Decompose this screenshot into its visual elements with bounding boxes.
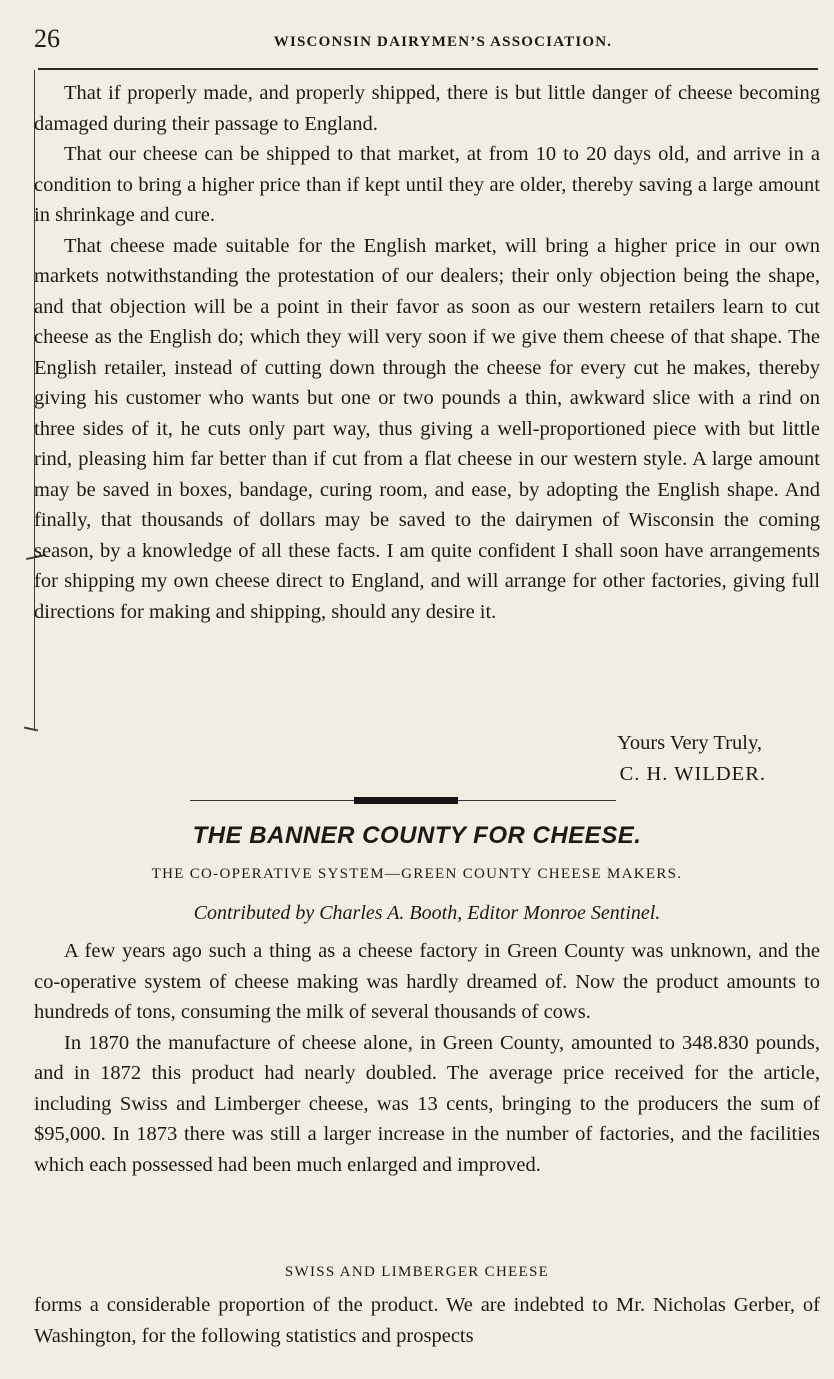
letter-paragraph: That if properly made, and properly shipped, there is but little danger of cheese becoming damaged during their passage to England.: [34, 82, 820, 135]
article-title: THE BANNER COUNTY FOR CHEESE.: [192, 822, 642, 849]
header-rule: [38, 68, 818, 70]
letter-body: [34, 78, 820, 627]
page-header: [34, 24, 812, 58]
letter-signature: C. H. WILDER.: [619, 762, 766, 785]
page-number: 26: [34, 24, 60, 53]
article-body: [34, 936, 820, 1180]
letter-closing: Yours Very Truly,: [617, 732, 762, 754]
article-byline: Contributed by Charles A. Booth, Editor Monroe Sentinel.: [193, 902, 661, 924]
article-subtitle: THE CO-OPERATIVE SYSTEM—GREEN COUNTY CHEESE MAKERS.: [151, 866, 683, 882]
running-head: WISCONSIN DAIRYMEN’S ASSOCIATION.: [273, 34, 613, 50]
article-paragraph: A few years ago such a thing as a cheese factory in Green County was unknown, and the co-operative system of cheese making was hardly dreamed of. Now the product amounts to hundreds of tons, consuming the milk of several thousands of cows.: [34, 940, 820, 1023]
section-paragraph: forms a considerable proportion of the product. We are indebted to Mr. Nicholas Gerber, of Washington, for the following statistics and prospects: [34, 1294, 820, 1347]
letter-signoff: [617, 728, 766, 789]
letter-paragraph: That our cheese can be shipped to that market, at from 10 to 20 days old, and arrive in a condition to bring a higher price than if kept until they are older, thereby saving a large amount in shrinkage and cure.: [34, 143, 820, 226]
section-divider-bar: [354, 797, 458, 804]
section-body: [34, 1290, 820, 1351]
letter-paragraph: That cheese made suitable for the English market, will bring a higher price in our own markets notwithstanding the protestation of our dealers; their only objection being the shape, and that objection will be a point in their favor as soon as our western retailers learn to cut cheese as the English do; which they will very soon if we give them cheese of that shape. The English retailer, instead of cutting down through the cheese for every cut he makes, thereby giving his customer who wants but one or two pounds a thin, awkward slice with a rind on three sides of it, he cuts only part way, thus giving a well-proportioned piece with but little rind, pleasing him far better than if cut from a flat cheese in our western style. A large amount may be saved in boxes, bandage, curing room, and ease, by adopting the English shape. And finally, that thousands of dollars may be saved to the dairymen of Wisconsin the coming season, by a knowledge of all these facts. I am quite confident I shall soon have arrangements for shipping my own cheese direct to England, and will arrange for other factories, giving full directions for making and shipping, should any desire it.: [34, 234, 820, 623]
section-heading: SWISS AND LIMBERGER CHEESE: [284, 1264, 550, 1280]
article-paragraph: In 1870 the manufacture of cheese alone, in Green County, amounted to 348.830 pounds, and in 1872 this product had nearly doubled. The average price received for the article, including Swiss and Limberger cheese, was 13 cents, bringing to the producers the sum of $95,000. In 1873 there was still a larger increase in the number of factories, and the facilities which each possessed had been much enlarged and improved.: [34, 1031, 820, 1176]
